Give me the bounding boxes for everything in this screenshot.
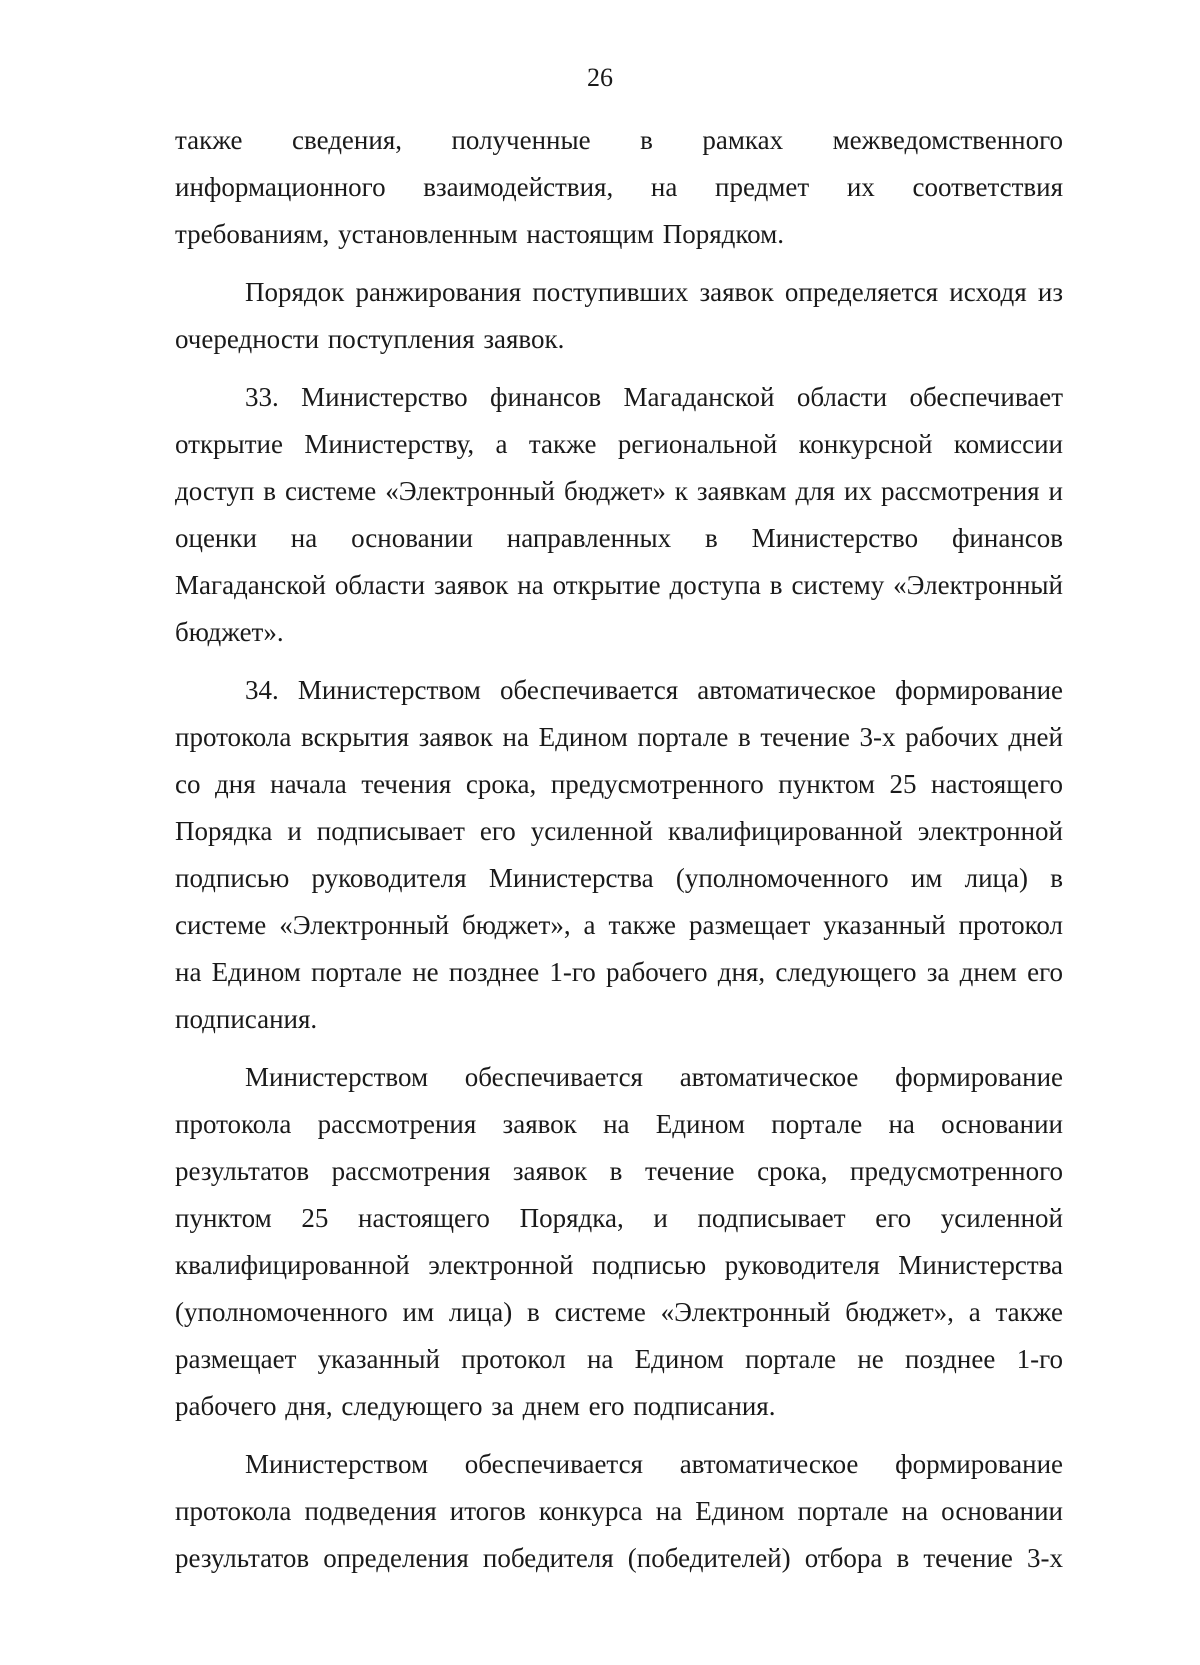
paragraph-review-protocol: Министерством обеспечивается автоматическое формирование протокола рассмотрения заявок на Едином портале на основании результатов рассмотрения заявок в течение срока, предусмотренного пунктом 25 настоящего Порядка, и подписывает его усиленной квалифицированной электронной подписью руководителя Министерства (уполномоченного им лица) в системе «Электронный бюджет», а также размещает указанный протокол на Едином портале не позднее 1-го рабочего дня, следующего за днем его подписания. [175,1062,1063,1421]
paragraph-ranking-order: Порядок ранжирования поступивших заявок определяется исходя из очередности поступления заявок. [175,277,1063,354]
page-number: 26 [587,63,613,92]
paragraph-item-33: 33. Министерство финансов Магаданской области обеспечивает открытие Министерству, а также региональной конкурсной комиссии доступ в системе «Электронный бюджет» к заявкам для их рассмотрения и оценки на основании направленных в Министерство финансов Магаданской области заявок на открытие доступа в систему «Электронный бюджет». [175,382,1063,647]
document-body [175,117,1063,1593]
paragraph-continuation: также сведения, полученные в рамках межведомственного информационного взаимодействия, на предмет их соответствия требованиям, установленным настоящим Порядком. [175,125,1063,249]
paragraph-item-34: 34. Министерством обеспечивается автоматическое формирование протокола вскрытия заявок на Едином портале в течение 3-х рабочих дней со дня начала течения срока, предусмотренного пунктом 25 настоящего Порядка и подписывает его усиленной квалифицированной электронной подписью руководителя Министерства (уполномоченного им лица) в системе «Электронный бюджет», а также размещает указанный протокол на Едином портале не позднее 1-го рабочего дня, следующего за днем его подписания. [175,675,1063,1034]
paragraph-results-protocol: Министерством обеспечивается автоматическое формирование протокола подведения итогов конкурса на Едином портале на основании результатов определения победителя (победителей) отбора в течение 3-х [175,1449,1063,1573]
